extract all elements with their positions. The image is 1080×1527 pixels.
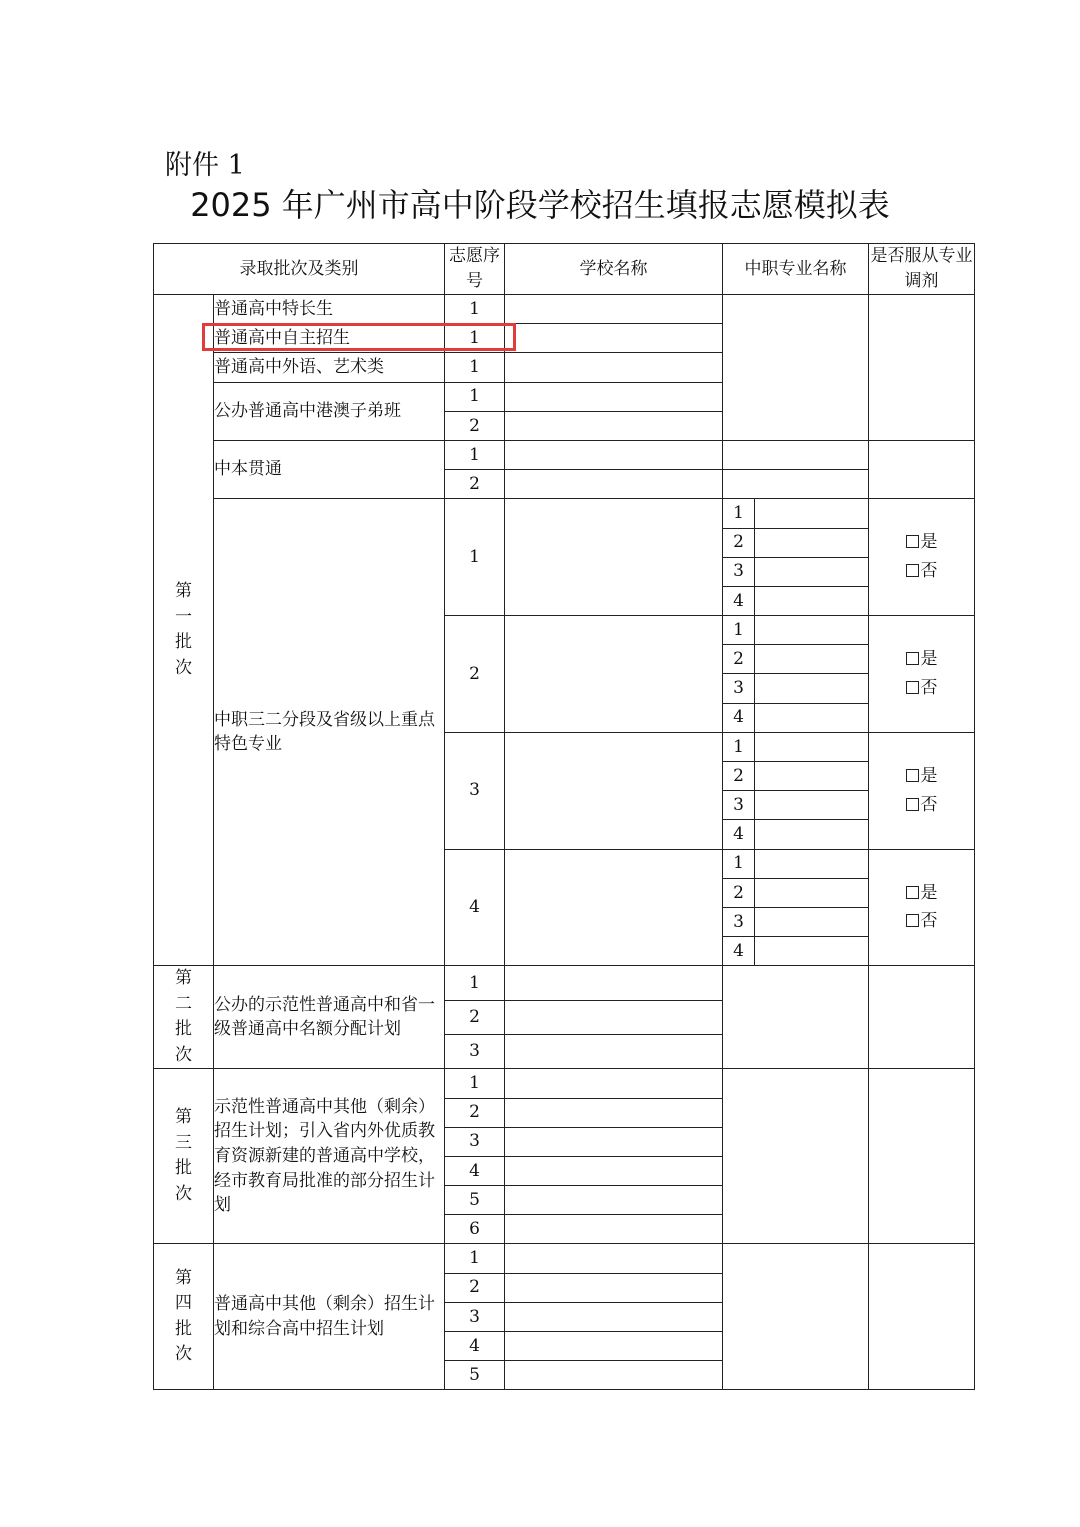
major-name-cell[interactable] bbox=[723, 470, 869, 499]
form-body bbox=[154, 295, 975, 1390]
major-name-cell[interactable] bbox=[755, 616, 869, 645]
school-name-cell[interactable] bbox=[505, 849, 723, 966]
wish-seq: 2 bbox=[445, 1000, 505, 1034]
major-name-cell[interactable] bbox=[755, 499, 869, 528]
category-label: 中本贯通 bbox=[214, 440, 445, 498]
school-name-cell[interactable] bbox=[505, 324, 723, 353]
accept-adjust-choice bbox=[869, 499, 975, 616]
major-sub-seq: 1 bbox=[723, 732, 755, 761]
checkbox-no-2[interactable] bbox=[906, 681, 919, 694]
wish-seq: 2 bbox=[445, 616, 505, 733]
checkbox-label-yes: 是 bbox=[920, 882, 938, 903]
table-row bbox=[154, 295, 975, 324]
category-label: 公办的示范性普通高中和省一级普通高中名额分配计划 bbox=[214, 966, 445, 1069]
major-name-cell bbox=[723, 295, 869, 441]
wish-seq: 1 bbox=[445, 382, 505, 411]
school-name-cell[interactable] bbox=[505, 470, 723, 499]
major-name-cell[interactable] bbox=[755, 586, 869, 615]
wish-seq: 1 bbox=[445, 499, 505, 616]
checkbox-label-yes: 是 bbox=[920, 532, 938, 553]
header-seq: 志愿序号 bbox=[445, 244, 505, 295]
wish-seq: 3 bbox=[445, 1034, 505, 1068]
wish-seq: 5 bbox=[445, 1361, 505, 1390]
header-school: 学校名称 bbox=[505, 244, 723, 295]
school-name-cell[interactable] bbox=[505, 499, 723, 616]
school-name-cell[interactable] bbox=[505, 382, 723, 411]
wish-seq: 4 bbox=[445, 849, 505, 966]
major-name-cell[interactable] bbox=[755, 557, 869, 586]
accept-adjust-choice bbox=[869, 616, 975, 733]
major-name-cell[interactable] bbox=[755, 674, 869, 703]
batch-2-label: 第二批次 bbox=[154, 966, 214, 1069]
school-name-cell[interactable] bbox=[505, 1332, 723, 1361]
accept-adjust-cell bbox=[869, 1244, 975, 1390]
wish-seq: 1 bbox=[445, 966, 505, 1000]
checkbox-label-yes: 是 bbox=[920, 649, 938, 670]
table-row bbox=[154, 440, 975, 469]
school-name-cell[interactable] bbox=[505, 1034, 723, 1068]
wish-seq: 3 bbox=[445, 1302, 505, 1331]
major-sub-seq: 4 bbox=[723, 586, 755, 615]
school-name-cell[interactable] bbox=[505, 1244, 723, 1273]
checkbox-no-3[interactable] bbox=[906, 798, 919, 811]
wish-seq: 3 bbox=[445, 1127, 505, 1156]
table-row bbox=[154, 1069, 975, 1098]
school-name-cell[interactable] bbox=[505, 1069, 723, 1098]
wish-seq: 1 bbox=[445, 324, 505, 353]
wish-seq: 2 bbox=[445, 1273, 505, 1302]
major-name-cell bbox=[723, 966, 869, 1069]
major-name-cell[interactable] bbox=[755, 937, 869, 966]
accept-adjust-choice bbox=[869, 849, 975, 966]
school-name-cell[interactable] bbox=[505, 411, 723, 440]
major-sub-seq: 3 bbox=[723, 557, 755, 586]
header-accept: 是否服从专业调剂 bbox=[869, 244, 975, 295]
major-name-cell[interactable] bbox=[755, 820, 869, 849]
batch-3-label: 第三批次 bbox=[154, 1069, 214, 1244]
category-label: 示范性普通高中其他（剩余）招生计划；引入省内外优质教育资源新建的普通高中学校，经市教育局批准的部分招生计划 bbox=[214, 1069, 445, 1244]
accept-adjust-cell bbox=[869, 966, 975, 1069]
accept-adjust-cell bbox=[869, 440, 975, 498]
wish-seq: 4 bbox=[445, 1156, 505, 1185]
major-name-cell bbox=[723, 1244, 869, 1390]
header-row bbox=[154, 244, 975, 295]
checkbox-yes-2[interactable] bbox=[906, 652, 919, 665]
school-name-cell[interactable] bbox=[505, 1361, 723, 1390]
wish-seq: 5 bbox=[445, 1186, 505, 1215]
page-title: 2025 年广州市高中阶段学校招生填报志愿模拟表 bbox=[190, 186, 890, 224]
major-name-cell[interactable] bbox=[723, 440, 869, 469]
checkbox-label-yes: 是 bbox=[920, 765, 938, 786]
major-name-cell[interactable] bbox=[755, 878, 869, 907]
wish-seq: 1 bbox=[445, 295, 505, 324]
major-sub-seq: 1 bbox=[723, 499, 755, 528]
wish-seq: 4 bbox=[445, 1332, 505, 1361]
school-name-cell[interactable] bbox=[505, 1186, 723, 1215]
table-row bbox=[154, 966, 975, 1000]
major-sub-seq: 1 bbox=[723, 616, 755, 645]
major-name-cell[interactable] bbox=[755, 528, 869, 557]
checkbox-yes-1[interactable] bbox=[906, 535, 919, 548]
major-name-cell[interactable] bbox=[755, 645, 869, 674]
category-label: 普通高中特长生 bbox=[214, 295, 445, 324]
school-name-cell[interactable] bbox=[505, 1127, 723, 1156]
checkbox-label-no: 否 bbox=[920, 677, 938, 698]
school-name-cell[interactable] bbox=[505, 1098, 723, 1127]
checkbox-label-no: 否 bbox=[920, 911, 938, 932]
school-name-cell[interactable] bbox=[505, 440, 723, 469]
major-sub-seq: 3 bbox=[723, 907, 755, 936]
table-row bbox=[154, 499, 975, 528]
checkbox-no-1[interactable] bbox=[906, 564, 919, 577]
major-sub-seq: 3 bbox=[723, 791, 755, 820]
batch-1-label: 第一批次 bbox=[154, 295, 214, 966]
school-name-cell[interactable] bbox=[505, 1302, 723, 1331]
wish-seq: 1 bbox=[445, 440, 505, 469]
application-form-table bbox=[153, 243, 975, 1390]
major-sub-seq: 2 bbox=[723, 645, 755, 674]
wish-seq: 3 bbox=[445, 732, 505, 849]
school-name-cell[interactable] bbox=[505, 295, 723, 324]
school-name-cell[interactable] bbox=[505, 966, 723, 1000]
category-label: 公办普通高中港澳子弟班 bbox=[214, 382, 445, 440]
accept-adjust-cell bbox=[869, 1069, 975, 1244]
school-name-cell[interactable] bbox=[505, 616, 723, 733]
header-major: 中职专业名称 bbox=[723, 244, 869, 295]
header-category: 录取批次及类别 bbox=[154, 244, 445, 295]
school-name-cell[interactable] bbox=[505, 1000, 723, 1034]
checkbox-label-no: 否 bbox=[920, 561, 938, 582]
school-name-cell[interactable] bbox=[505, 1215, 723, 1244]
wish-seq: 2 bbox=[445, 1098, 505, 1127]
school-name-cell[interactable] bbox=[505, 353, 723, 382]
major-sub-seq: 4 bbox=[723, 937, 755, 966]
major-name-cell[interactable] bbox=[755, 907, 869, 936]
wish-seq: 1 bbox=[445, 353, 505, 382]
wish-seq: 2 bbox=[445, 470, 505, 499]
major-sub-seq: 2 bbox=[723, 762, 755, 791]
school-name-cell[interactable] bbox=[505, 1273, 723, 1302]
batch-4-label: 第四批次 bbox=[154, 1244, 214, 1390]
accept-adjust-cell bbox=[869, 295, 975, 441]
wish-seq: 6 bbox=[445, 1215, 505, 1244]
school-name-cell[interactable] bbox=[505, 1156, 723, 1185]
major-sub-seq: 2 bbox=[723, 878, 755, 907]
category-label: 中职三二分段及省级以上重点特色专业 bbox=[214, 499, 445, 966]
checkbox-no-4[interactable] bbox=[906, 914, 919, 927]
wish-seq: 2 bbox=[445, 411, 505, 440]
category-label: 普通高中自主招生 bbox=[214, 324, 445, 353]
attachment-label: 附件 1 bbox=[165, 150, 245, 181]
wish-seq: 1 bbox=[445, 1069, 505, 1098]
table-row bbox=[154, 1244, 975, 1273]
major-sub-seq: 3 bbox=[723, 674, 755, 703]
major-sub-seq: 4 bbox=[723, 820, 755, 849]
major-name-cell[interactable] bbox=[755, 762, 869, 791]
major-sub-seq: 1 bbox=[723, 849, 755, 878]
checkbox-yes-3[interactable] bbox=[906, 769, 919, 782]
category-label: 普通高中其他（剩余）招生计划和综合高中招生计划 bbox=[214, 1244, 445, 1390]
major-sub-seq: 4 bbox=[723, 703, 755, 732]
major-name-cell[interactable] bbox=[755, 849, 869, 878]
wish-seq: 1 bbox=[445, 1244, 505, 1273]
major-name-cell bbox=[723, 1069, 869, 1244]
checkbox-yes-4[interactable] bbox=[906, 886, 919, 899]
checkbox-label-no: 否 bbox=[920, 794, 938, 815]
major-name-cell[interactable] bbox=[755, 703, 869, 732]
school-name-cell[interactable] bbox=[505, 732, 723, 849]
accept-adjust-choice bbox=[869, 732, 975, 849]
category-label: 普通高中外语、艺术类 bbox=[214, 353, 445, 382]
major-name-cell[interactable] bbox=[755, 732, 869, 761]
major-name-cell[interactable] bbox=[755, 791, 869, 820]
major-sub-seq: 2 bbox=[723, 528, 755, 557]
